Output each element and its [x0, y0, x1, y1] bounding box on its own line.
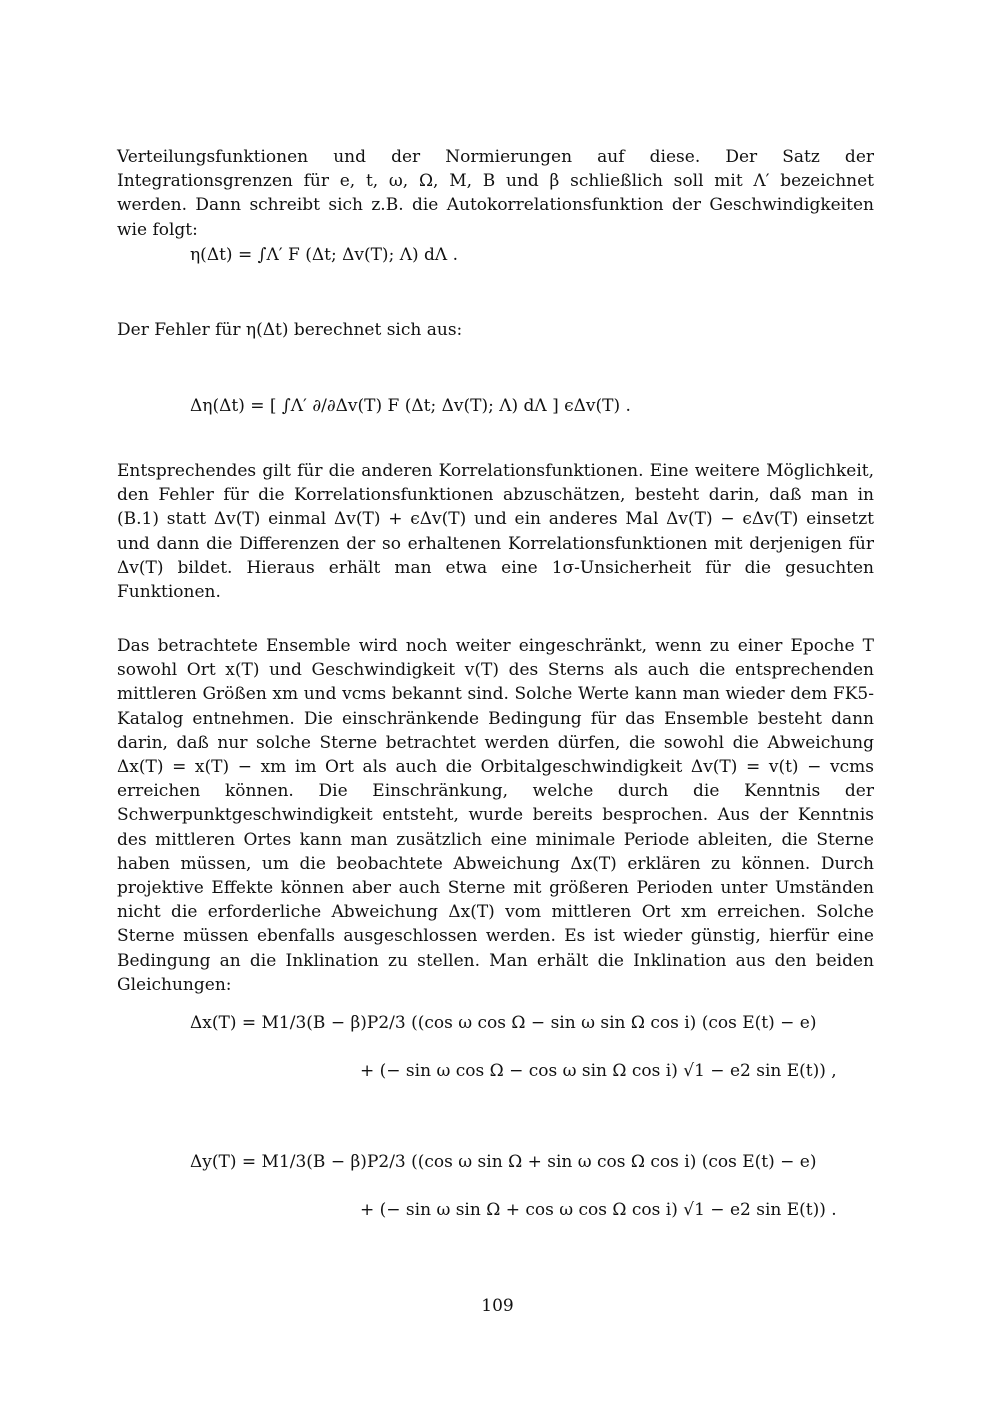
- paragraph-text: Das betrachtete Ensemble wird noch weiter eingeschränkt, wenn zu einer Epoche T sowohl Ort x(T) und Geschwindigkeit v(T) des Sterns als auch die entsprechenden mittleren Größen xm und vcms bekannt sind. Solche Werte kann man wieder dem FK5-Katalog entnehmen. Die einschränkende Bedingung für das Ensemble besteht dann darin, daß nur solche Sterne betrachtet werden dürfen, die sowohl die Abweichung Δx(T) = x(T) − xm im Ort als auch die Orbitalgeschwindigkeit Δv(T) = v(t) − vcms erreichen können. Die Einschränkung, welche durch die Kenntnis der Schwerpunktgeschwindigkeit entsteht, wurde bereits besprochen. Aus der Kenntnis des mittleren Ortes kann man zusätzlich eine minimale Periode ableiten, die Sterne haben müssen, um die beobachtete Abweichung Δx(T) erklären zu können. Durch projektive Effekte können aber auch Sterne mit größeren Perioden unter Umständen nicht die erforderliche Abweichung Δx(T) vom mittleren Ort xm erreichen. Solche Sterne müssen ebenfalls ausgeschlossen werden. Es ist wieder günstig, hierfür eine Bedingung an die Inklination zu stellen. Man erhält die Inklination aus den beiden Gleichungen:: [117, 636, 874, 995]
- equation-delta-y-line1: Δy(T) = M1/3(B − β)P2/3 ((cos ω sin Ω + sin ω cos Ω cos i) (cos E(t) − e): [190, 1152, 817, 1172]
- page-number: 109: [481, 1296, 514, 1316]
- equation-error: Δη(Δt) = [ ∫Λ′ ∂/∂Δv(T) F (Δt; Δv(T); Λ) dΛ ] ϵΔv(T) .: [190, 396, 631, 416]
- paragraph-ensemble-restriction: [117, 634, 874, 997]
- paragraph-text: Der Fehler für η(Δt) berechnet sich aus:: [117, 320, 463, 340]
- equation-delta-y-line2: + (− sin ω sin Ω + cos ω cos Ω cos i) √1 − e2 sin E(t)) .: [360, 1200, 837, 1220]
- paragraph-error-estimation: [117, 459, 874, 604]
- paragraph-integration-limits: [117, 145, 874, 242]
- paragraph-error-intro: [117, 318, 874, 342]
- equation-delta-x-line1: Δx(T) = M1/3(B − β)P2/3 ((cos ω cos Ω − sin ω sin Ω cos i) (cos E(t) − e): [190, 1013, 817, 1033]
- paragraph-text: Entsprechendes gilt für die anderen Korrelationsfunktionen. Eine weitere Möglichkeit, den Fehler für die Korrelationsfunktionen abzuschätzen, besteht darin, daß man in (B.1) statt Δv(T) einmal Δv(T) + ϵΔv(T) und ein anderes Mal Δv(T) − ϵΔv(T) einsetzt und dann die Differenzen der so erhaltenen Korrelationsfunktionen mit derjenigen für Δv(T) bildet. Hieraus erhält man etwa eine 1σ-Unsicherheit für die gesuchten Funktionen.: [117, 461, 874, 603]
- equation-delta-x-line2: + (− sin ω cos Ω − cos ω sin Ω cos i) √1 − e2 sin E(t)) ,: [360, 1061, 837, 1081]
- equation-autocorrelation: η(Δt) = ∫Λ′ F (Δt; Δv(T); Λ) dΛ .: [190, 245, 458, 265]
- paragraph-text: Verteilungsfunktionen und der Normierungen auf diese. Der Satz der Integrationsgrenzen für e, t, ω, Ω, M, B und β schließlich soll mit Λ′ bezeichnet werden. Dann schreibt sich z.B. die Autokorrelationsfunktion der Geschwindigkeiten wie folgt:: [117, 147, 874, 240]
